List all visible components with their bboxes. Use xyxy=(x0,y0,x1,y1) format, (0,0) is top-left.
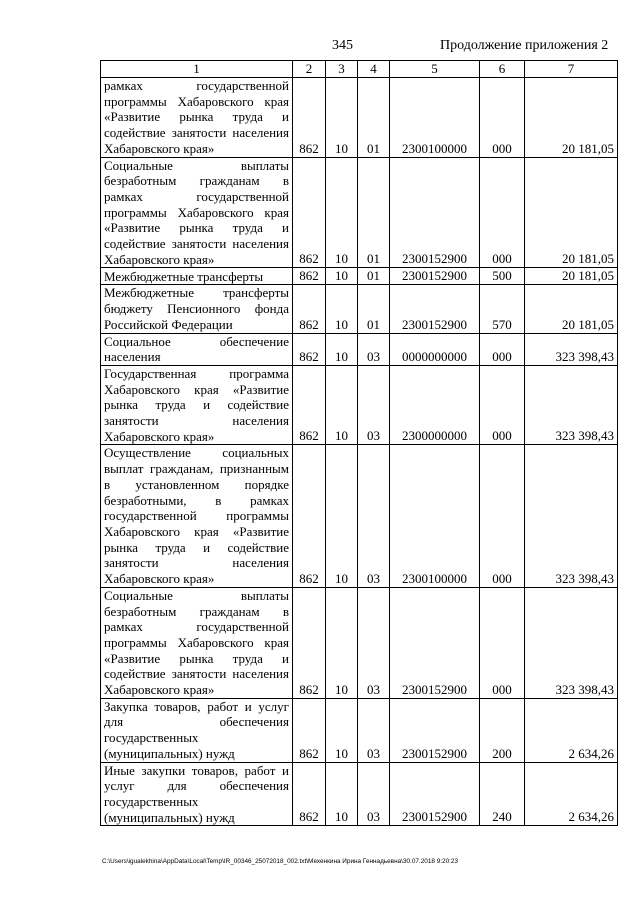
row-value-cell: 03 xyxy=(358,365,390,445)
row-value-cell: 03 xyxy=(358,445,390,587)
table-row xyxy=(101,365,618,445)
row-value-cell: 862 xyxy=(293,762,326,826)
row-value-cell: 323 398,43 xyxy=(525,365,618,445)
table-row xyxy=(101,333,618,365)
row-value-cell: 000 xyxy=(480,365,525,445)
row-value-cell: 862 xyxy=(293,333,326,365)
row-name-cell: Социальное обеспечение населения xyxy=(101,333,293,365)
column-header: 4 xyxy=(358,61,390,78)
row-name-cell: Закупка товаров, работ и услуг для обеспечения государственных (муниципальных) нужд xyxy=(101,698,293,762)
row-name-cell: рамках государственной программы Хабаровского края «Развитие рынка труда и содействие занятости населения Хабаровского края» xyxy=(101,78,293,158)
table-row xyxy=(101,445,618,587)
row-value-cell: 01 xyxy=(358,157,390,268)
row-value-cell: 000 xyxy=(480,445,525,587)
row-value-cell: 500 xyxy=(480,268,525,285)
row-value-cell: 20 181,05 xyxy=(525,157,618,268)
row-value-cell: 570 xyxy=(480,285,525,333)
row-value-cell: 03 xyxy=(358,333,390,365)
row-value-cell: 000 xyxy=(480,333,525,365)
row-value-cell: 000 xyxy=(480,157,525,268)
row-value-cell: 2 634,26 xyxy=(525,762,618,826)
row-value-cell: 01 xyxy=(358,268,390,285)
row-value-cell: 2300152900 xyxy=(390,285,480,333)
row-value-cell: 10 xyxy=(326,365,358,445)
table-row xyxy=(101,762,618,826)
page-number: 345 xyxy=(332,38,353,53)
column-header: 6 xyxy=(480,61,525,78)
row-name-cell: Осуществление социальных выплат гражданам, признанным в установленном порядке безработными, в рамках государственной программы Хабаровского края «Развитие рынка труда и содействие занятости населения Хабаровского края» xyxy=(101,445,293,587)
row-name-cell: Иные закупки товаров, работ и услуг для обеспечения государственных (муниципальных) нужд xyxy=(101,762,293,826)
row-value-cell: 10 xyxy=(326,445,358,587)
row-value-cell: 2300100000 xyxy=(390,445,480,587)
row-value-cell: 20 181,05 xyxy=(525,268,618,285)
row-value-cell: 862 xyxy=(293,365,326,445)
column-header: 3 xyxy=(326,61,358,78)
row-value-cell: 862 xyxy=(293,698,326,762)
row-name-cell: Межбюджетные трансферты xyxy=(101,268,293,285)
appendix-table xyxy=(100,60,618,826)
row-value-cell: 2 634,26 xyxy=(525,698,618,762)
row-value-cell: 323 398,43 xyxy=(525,445,618,587)
table-row xyxy=(101,698,618,762)
row-value-cell: 01 xyxy=(358,78,390,158)
row-value-cell: 10 xyxy=(326,285,358,333)
row-value-cell: 10 xyxy=(326,157,358,268)
row-value-cell: 000 xyxy=(480,78,525,158)
row-value-cell: 862 xyxy=(293,157,326,268)
column-header: 2 xyxy=(293,61,326,78)
row-name-cell: Государственная программа Хабаровского края «Развитие рынка труда и содействие занятости населения Хабаровского края» xyxy=(101,365,293,445)
row-value-cell: 2300152900 xyxy=(390,157,480,268)
row-value-cell: 10 xyxy=(326,333,358,365)
row-value-cell: 2300152900 xyxy=(390,698,480,762)
table-row xyxy=(101,157,618,268)
row-value-cell: 240 xyxy=(480,762,525,826)
row-value-cell: 862 xyxy=(293,285,326,333)
row-value-cell: 862 xyxy=(293,78,326,158)
row-value-cell: 2300152900 xyxy=(390,268,480,285)
row-value-cell: 862 xyxy=(293,268,326,285)
row-value-cell: 000 xyxy=(480,587,525,698)
row-value-cell: 200 xyxy=(480,698,525,762)
row-value-cell: 0000000000 xyxy=(390,333,480,365)
row-value-cell: 862 xyxy=(293,587,326,698)
row-value-cell: 862 xyxy=(293,445,326,587)
row-name-cell: Межбюджетные трансферты бюджету Пенсионного фонда Российской Федерации xyxy=(101,285,293,333)
table-header-row xyxy=(101,61,618,78)
table-row xyxy=(101,587,618,698)
row-value-cell: 03 xyxy=(358,762,390,826)
row-value-cell: 2300000000 xyxy=(390,365,480,445)
row-value-cell: 10 xyxy=(326,762,358,826)
table-row xyxy=(101,78,618,158)
row-value-cell: 2300152900 xyxy=(390,587,480,698)
row-value-cell: 323 398,43 xyxy=(525,333,618,365)
row-value-cell: 10 xyxy=(326,587,358,698)
table-row xyxy=(101,285,618,333)
footer-path: C:\Users\igualekhina\AppData\Local\Temp\IR_00346_25072018_002.txt\Мехенкина Ирина Геннадьевна\30.07.2018 9:20:23 xyxy=(102,858,459,865)
row-name-cell: Социальные выплаты безработным гражданам в рамках государственной программы Хабаровского края «Развитие рынка труда и содействие занятости населения Хабаровского края» xyxy=(101,157,293,268)
row-value-cell: 01 xyxy=(358,285,390,333)
row-value-cell: 2300100000 xyxy=(390,78,480,158)
continuation-label: Продолжение приложения 2 xyxy=(440,38,609,53)
row-value-cell: 2300152900 xyxy=(390,762,480,826)
row-value-cell: 10 xyxy=(326,78,358,158)
row-value-cell: 10 xyxy=(326,268,358,285)
table-body xyxy=(101,78,618,826)
row-value-cell: 20 181,05 xyxy=(525,285,618,333)
column-header: 7 xyxy=(525,61,618,78)
row-value-cell: 323 398,43 xyxy=(525,587,618,698)
table-row xyxy=(101,268,618,285)
row-value-cell: 03 xyxy=(358,698,390,762)
row-value-cell: 03 xyxy=(358,587,390,698)
column-header: 1 xyxy=(101,61,293,78)
row-value-cell: 10 xyxy=(326,698,358,762)
row-value-cell: 20 181,05 xyxy=(525,78,618,158)
row-name-cell: Социальные выплаты безработным гражданам в рамках государственной программы Хабаровского края «Развитие рынка труда и содействие занятости населения Хабаровского края» xyxy=(101,587,293,698)
column-header: 5 xyxy=(390,61,480,78)
